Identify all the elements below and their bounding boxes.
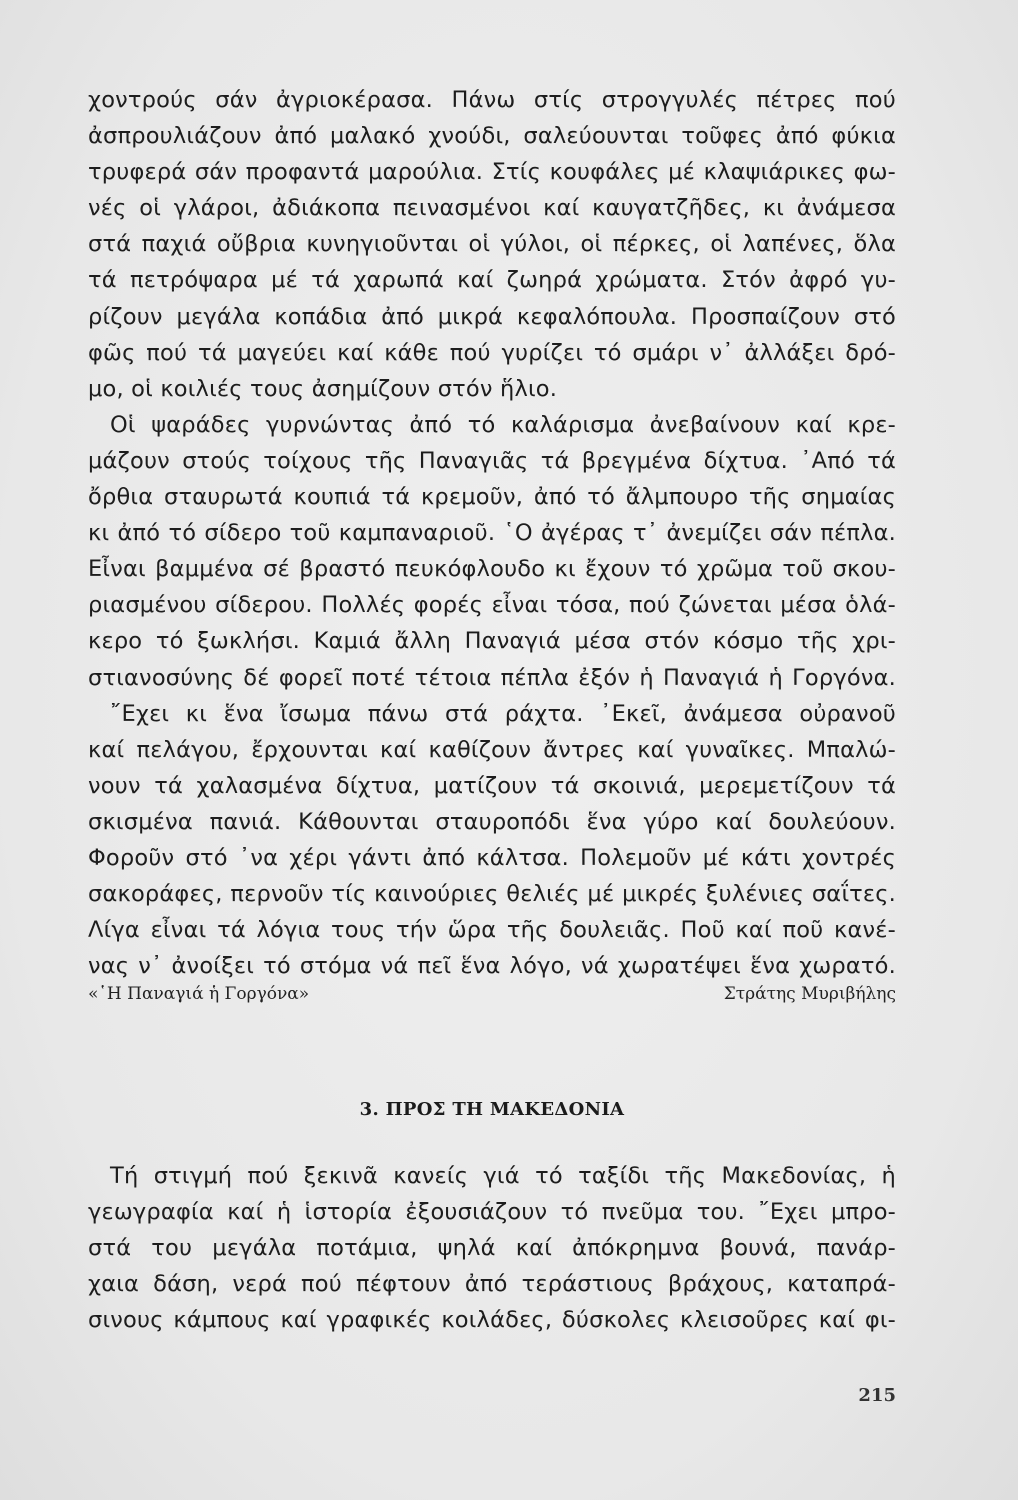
text-line: Φοροῦν στό ᾿να χέρι γάντι ἀπό κάλτσα. Πολεμοῦν μέ κάτι χοντρές	[88, 844, 896, 871]
text-line: μάζουν στούς τοίχους τῆς Παναγιᾶς τά βρεγμένα δίχτυα. ᾿Από τά	[88, 447, 896, 474]
text-line: τρυφερά σάν προφαντά μαρούλια. Στίς κουφάλες μέ κλαψιάρικες φω-	[88, 159, 896, 186]
text-line: νές οἱ γλάροι, ἀδιάκοπα πεινασμένοι καί καυγατζῆδες, κι ἀνάμεσα	[88, 195, 896, 222]
work-title: «῾Η Παναγιά ἡ Γοργόνα»	[88, 984, 310, 1004]
section-heading: 3. ΠΡΟΣ ΤΗ ΜΑΚΕΔΟΝΙΑ	[359, 1099, 625, 1120]
text-line: νουν τά χαλασμένα δίχτυα, ματίζουν τά σκοινιά, μερεμετίζουν τά	[88, 772, 896, 799]
text-line: στά παχιά οὔβρια κυνηγιοῦνται οἱ γύλοι, οἱ πέρκες, οἱ λαπένες, ὅλα	[88, 231, 896, 258]
text-line: φῶς πού τά μαγεύει καί κάθε πού γυρίζει τό σμάρι ν᾿ ἀλλάξει δρό-	[88, 339, 896, 366]
text-line: ρίζουν μεγάλα κοπάδια ἀπό μικρά κεφαλόπουλα. Προσπαίζουν στό	[88, 303, 896, 330]
text-line: στά του μεγάλα ποτάμια, ψηλά καί ἀπόκρημνα βουνά, πανάρ-	[88, 1235, 896, 1262]
paragraph-start-line: Οἱ ψαράδες γυρνώντας ἀπό τό καλάρισμα ἀνεβαίνουν καί κρε-	[110, 411, 896, 438]
text-line: Λίγα εἶναι τά λόγια τους τήν ὥρα τῆς δουλειᾶς. Ποῦ καί ποῦ κανέ-	[88, 917, 896, 944]
text-line: καί πελάγου, ἔρχουνται καί καθίζουν ἄντρες καί γυναῖκες. Μπαλώ-	[88, 736, 896, 763]
text-line: μο, οἱ κοιλιές τους ἀσημίζουν στόν ἥλιο.	[88, 375, 558, 402]
text-line: σινους κάμπους καί γραφικές κοιλάδες, δύσκολες κλεισοῦρες καί φι-	[88, 1307, 896, 1334]
text-line: χαια δάση, νερά πού πέφτουν ἀπό τεράστιους βράχους, καταπρά-	[88, 1271, 896, 1298]
paragraph-start-line: ῎Εχει κι ἕνα ἴσωμα πάνω στά ράχτα. ᾿Εκεῖ, ἀνάμεσα οὐρανοῦ	[110, 700, 896, 727]
text-line: γεωγραφία καί ἡ ἱστορία ἐξουσιάζουν τό πνεῦμα του. ῎Εχει μπρο-	[88, 1199, 896, 1226]
prose-excerpt-2	[88, 1158, 896, 1338]
text-line: κερο τό ξωκλήσι. Καμιά ἄλλη Παναγιά μέσα στόν κόσμο τῆς χρι-	[88, 628, 896, 655]
text-line: χοντρούς σάν ἀγριοκέρασα. Πάνω στίς στρογγυλές πέτρες πού	[88, 87, 896, 113]
text-line: ὄρθια σταυρωτά κουπιά τά κρεμοῦν, ἀπό τό ἄλμπουρο τῆς σημαίας	[88, 484, 896, 511]
text-line: σακοράφες, περνοῦν τίς καινούριες θελιές μέ μικρές ξυλένιες σαΐτες.	[88, 881, 896, 908]
text-line: ἀσπρουλιάζουν ἀπό μαλακό χνούδι, σαλεύουνται τοῦφες ἀπό φύκια	[88, 123, 896, 150]
prose-excerpt-1	[88, 82, 896, 984]
text-line: Εἶναι βαμμένα σέ βραστό πευκόφλουδο κι ἔχουν τό χρῶμα τοῦ σκου-	[88, 556, 896, 583]
text-line: τά πετρόψαρα μέ τά χαρωπά καί ζωηρά χρώματα. Στόν ἀφρό γυ-	[88, 267, 896, 294]
author-name: Στράτης Μυριβήλης	[723, 984, 896, 1004]
text-line: κι ἀπό τό σίδερο τοῦ καμπαναριοῦ. ῾Ο ἀγέρας τ᾿ ἀνεμίζει σάν πέπλα.	[88, 520, 896, 547]
text-line: σκισμένα πανιά. Κάθουνται σταυροπόδι ἕνα γύρο καί δουλεύουν.	[88, 808, 896, 835]
text-line: ριασμένου σίδερου. Πολλές φορές εἶναι τόσα, πού ζώνεται μέσα ὁλά-	[88, 592, 896, 619]
page-number: 215	[858, 1385, 896, 1406]
paragraph-start-line: Τή στιγμή πού ξεκινᾶ κανείς γιά τό ταξίδι τῆς Μακεδονίας, ἡ	[110, 1163, 896, 1189]
text-line: στιανοσύνης δέ φορεῖ ποτέ τέτοια πέπλα ἐξόν ἡ Παναγιά ἡ Γοργόνα.	[88, 664, 896, 691]
source-attribution	[88, 984, 896, 1004]
text-line: νας ν᾿ ἀνοίξει τό στόμα νά πεῖ ἕνα λόγο, νά χωρατέψει ἕνα χωρατό.	[88, 953, 896, 980]
